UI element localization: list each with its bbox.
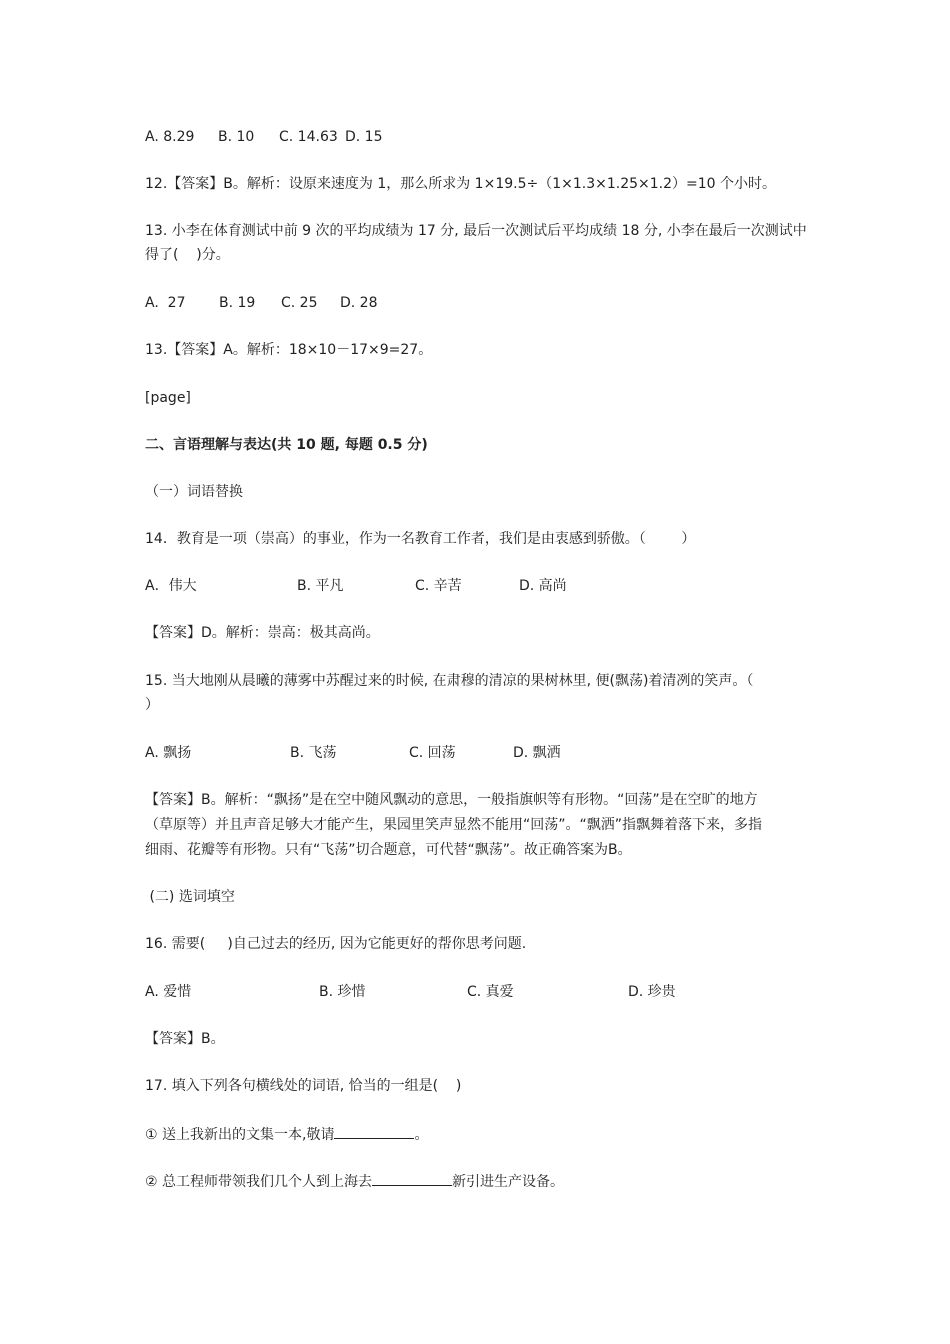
q17-item-1	[145, 1124, 428, 1145]
q13-question-line1: 13. 小李在体育测试中前 9 次的平均成绩为 17 分, 最后一次测试后平均成绩 18 分, 小李在最后一次测试中	[145, 223, 807, 239]
q15-answer-line2: （草原等）并且声音足够大才能产生，果园里笑声显然不能用“回荡”。“飘洒”指飘舞着落下来，多指	[145, 817, 763, 833]
q12-option-c: C. 14.63	[279, 129, 338, 145]
q12-option-d: D. 15	[345, 129, 383, 145]
q17-item-1-text: ① 送上我新出的文集一本,敬请	[145, 1127, 335, 1143]
q15-option-b: B. 飞荡	[290, 745, 337, 761]
q14-option-a: A．伟大	[145, 578, 197, 594]
q14-question: 14．教育是一项（崇高）的事业，作为一名教育工作者，我们是由衷感到骄傲。（ ）	[145, 531, 696, 547]
section-title: 二、言语理解与表达(共 10 题, 每题 0.5 分)	[145, 437, 428, 453]
subsection-title-2: (二) 选词填空	[145, 889, 235, 905]
q16-option-b: B. 珍惜	[319, 984, 366, 1000]
q13-option-b: B. 19	[219, 295, 256, 311]
q17-item-2-blank	[372, 1171, 452, 1186]
q16-option-a: A. 爱惜	[145, 984, 192, 1000]
q14-option-c: C. 辛苦	[415, 578, 462, 594]
q15-answer-line3: 细雨、花瓣等有形物。只有“飞荡”切合题意，可代替“飘荡”。故正确答案为B。	[145, 842, 632, 858]
q13-question-line2: 得了( )分。	[145, 247, 230, 263]
q17-question: 17. 填入下列各句横线处的词语, 恰当的一组是( )	[145, 1078, 462, 1094]
q15-answer-line1: 【答案】B。解析：“飘扬”是在空中随风飘动的意思，一般指旗帜等有形物。“回荡”是在空旷的地方	[145, 792, 758, 808]
q12-option-b: B. 10	[218, 129, 255, 145]
q13-option-a: A. 27	[145, 295, 186, 311]
q16-option-c: C. 真爱	[467, 984, 514, 1000]
q15-option-c: C. 回荡	[409, 745, 456, 761]
q16-answer: 【答案】B。	[145, 1031, 225, 1047]
q17-item-2-text: ② 总工程师带领我们几个人到上海去	[145, 1174, 373, 1190]
q16-option-d: D. 珍贵	[628, 984, 676, 1000]
q14-answer: 【答案】D。解析：崇高：极其高尚。	[145, 625, 380, 641]
q13-option-c: C. 25	[281, 295, 318, 311]
q12-answer: 12.【答案】B。解析：设原来速度为 1，那么所求为 1×19.5÷（1×1.3×1.25×1.2）=10 个小时。	[145, 176, 777, 192]
q13-option-d: D. 28	[340, 295, 378, 311]
q15-question-line1: 15. 当大地刚从晨曦的薄雾中苏醒过来的时候, 在肃穆的清凉的果树林里, 便(飘荡)着清冽的笑声。（	[145, 673, 754, 689]
q13-answer: 13.【答案】A。解析：18×10－17×9=27。	[145, 342, 433, 358]
q17-item-2-end: 新引进生产设备。	[452, 1174, 565, 1190]
q17-item-1-blank	[334, 1124, 414, 1139]
q15-option-d: D. 飘洒	[513, 745, 561, 761]
q17-item-1-end: 。	[414, 1127, 429, 1143]
page-marker: [page]	[145, 390, 191, 406]
subsection-title-1: （一）词语替换	[145, 484, 243, 500]
q16-question: 16. 需要( )自己过去的经历, 因为它能更好的帮你思考问题.	[145, 936, 527, 952]
q17-item-2	[145, 1171, 564, 1192]
q14-option-d: D. 高尚	[519, 578, 567, 594]
q15-question-line2: ）	[145, 697, 159, 713]
q12-option-a: A. 8.29	[145, 129, 195, 145]
q15-option-a: A. 飘扬	[145, 745, 192, 761]
q14-option-b: B. 平凡	[297, 578, 344, 594]
